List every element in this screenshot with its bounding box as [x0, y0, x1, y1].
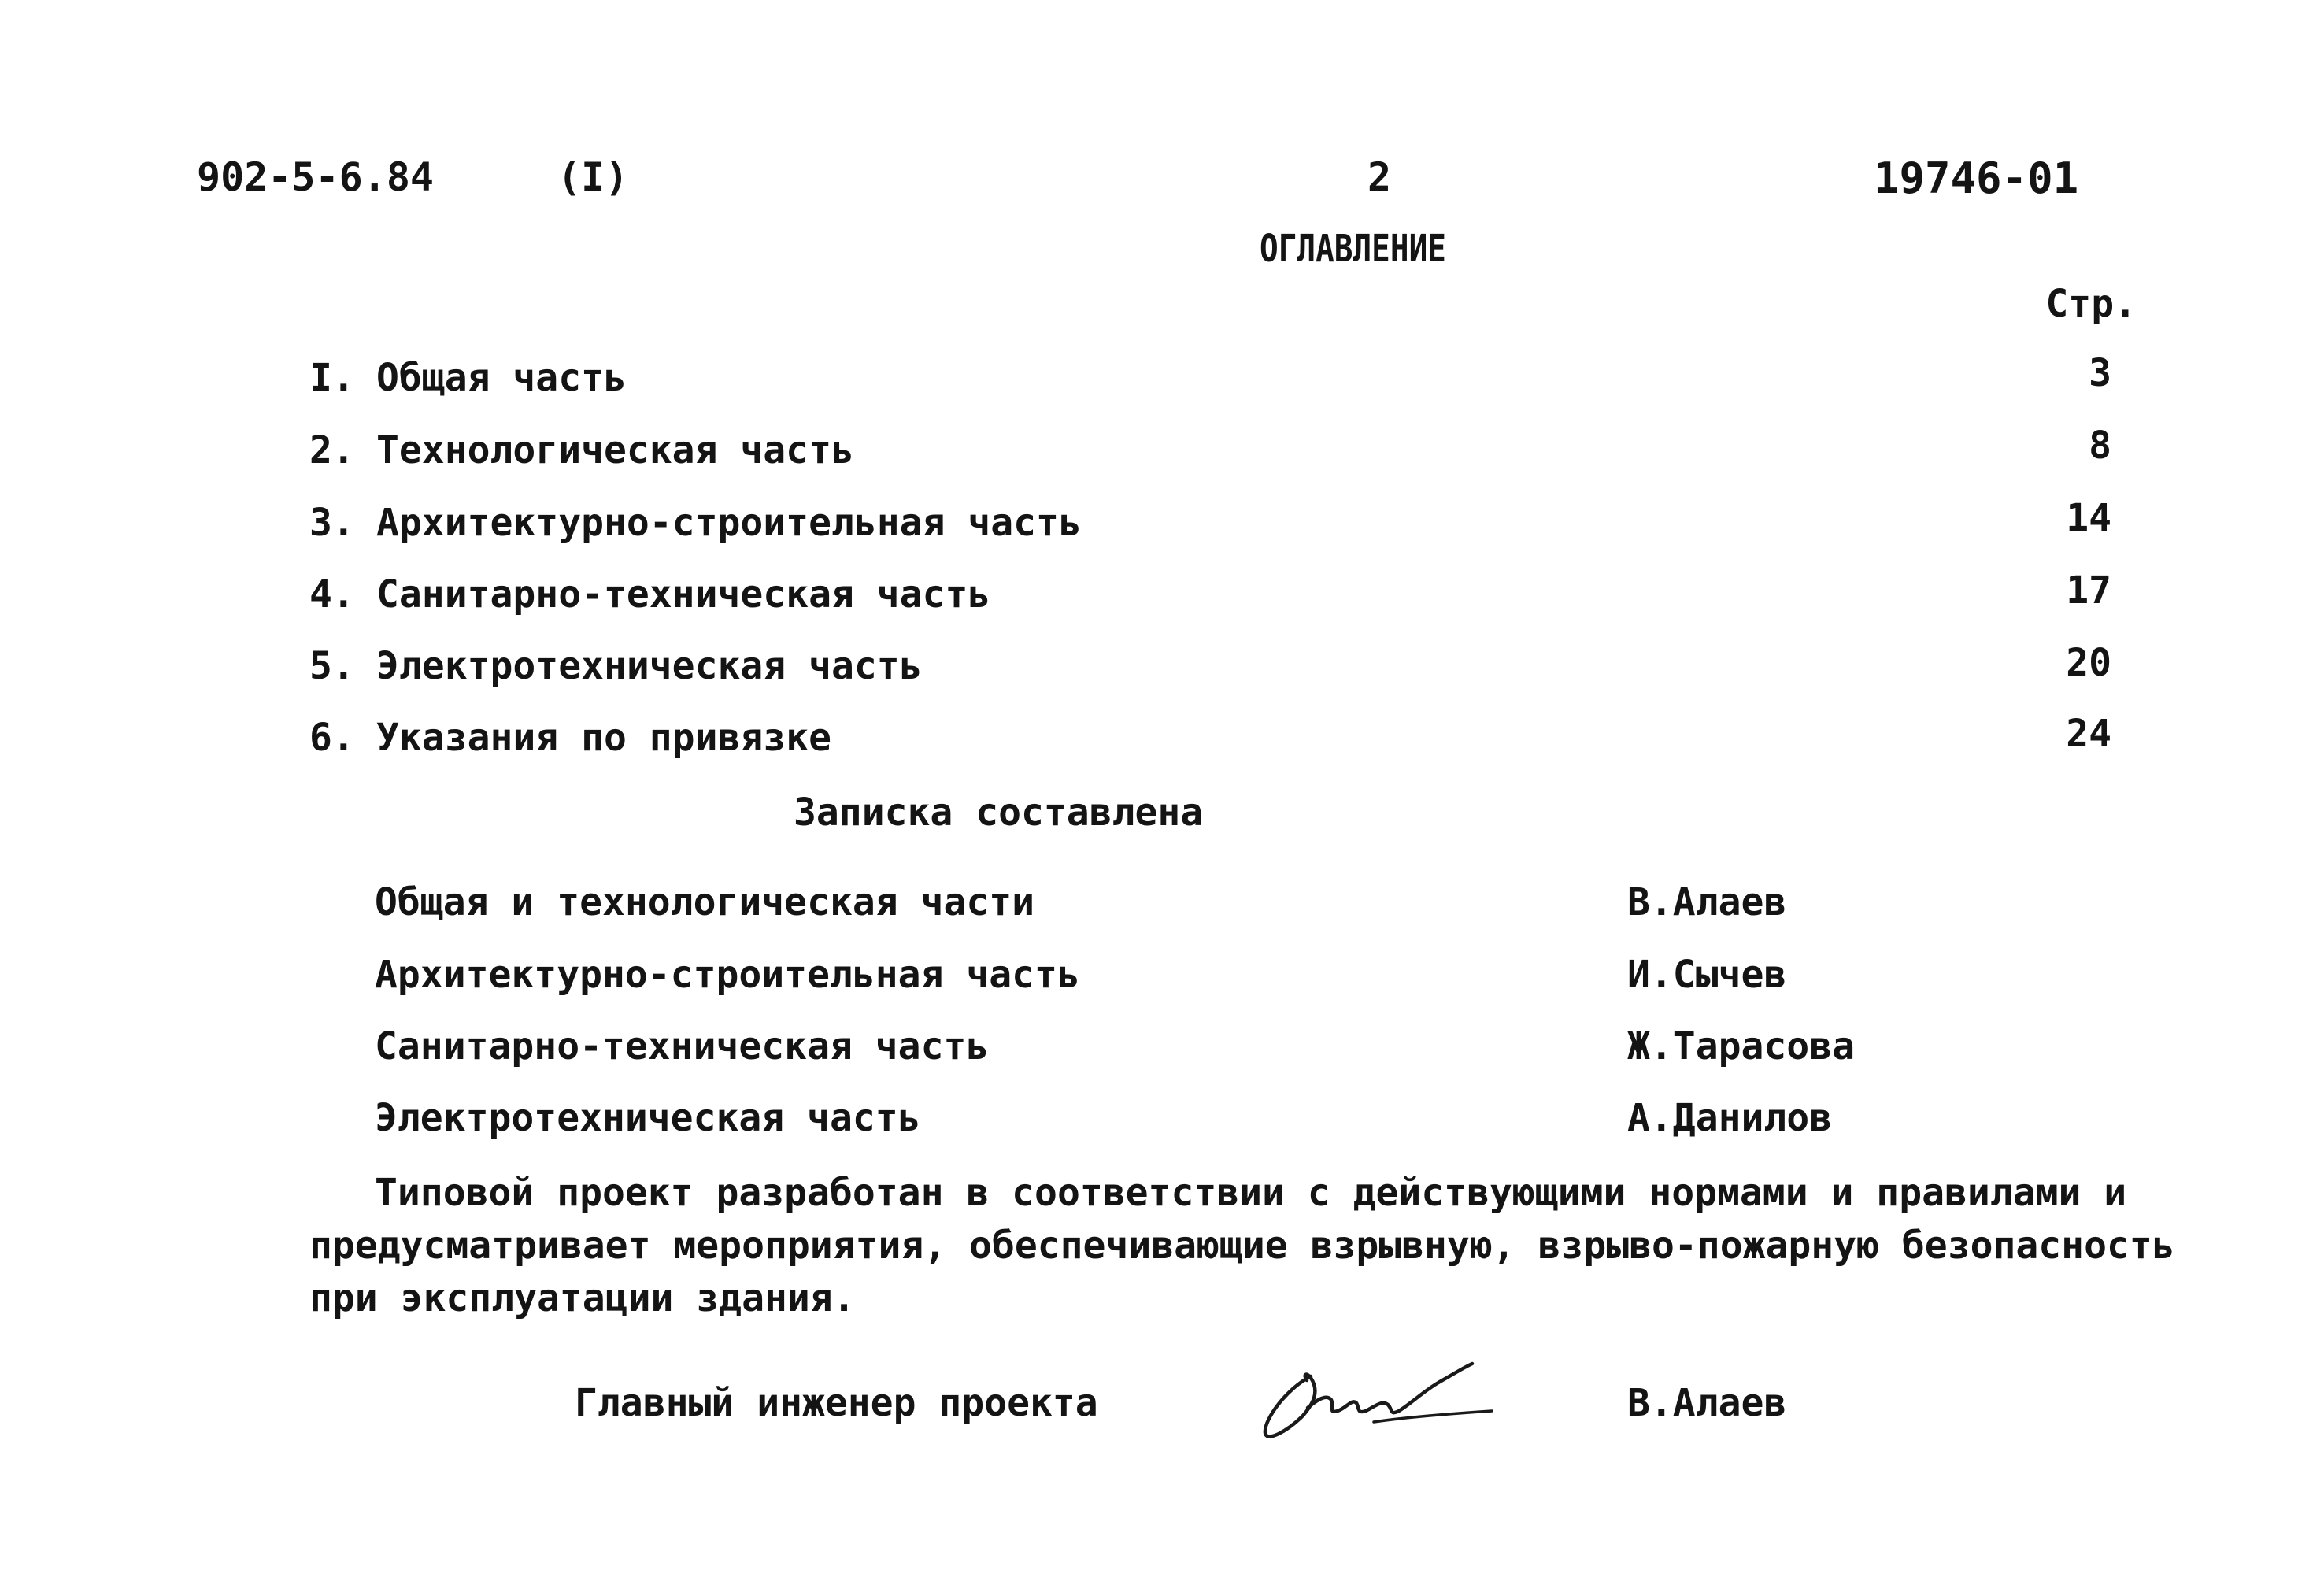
toc-item-number: 2. [309, 428, 355, 472]
note-line: предусматривает мероприятия, обеспечивающие взрывную, взрыво-пожарную безопасность [309, 1224, 2175, 1268]
author-name: Ж.Тарасова [1627, 1024, 1855, 1068]
page-number: 2 [1367, 154, 1392, 200]
toc-title: ОГЛАВЛЕНИЕ [1260, 227, 1446, 271]
signature-name: В.Алаев [1627, 1381, 1787, 1425]
toc-item-title: Электротехническая часть [376, 644, 923, 688]
signature-role: Главный инженер проекта [575, 1381, 1098, 1425]
toc-item-page: 3 [2089, 351, 2111, 395]
author-part: Электротехническая часть [375, 1096, 921, 1140]
toc-item-page: 24 [2066, 712, 2111, 756]
author-name: И.Сычев [1627, 953, 1787, 997]
toc-item-number: 4. [309, 572, 355, 616]
toc-item-title: Санитарно-техническая часть [376, 572, 991, 616]
toc-page-column-label: Стр. [2045, 282, 2137, 326]
toc-item-title: Указания по привязке [376, 716, 831, 760]
toc-item-number: 3. [309, 501, 355, 545]
toc-item-number: 6. [309, 716, 355, 760]
toc-item-title: Архитектурно-строительная часть [376, 501, 1082, 545]
document-code: 902-5-6.84 [197, 154, 435, 200]
toc-item-page: 14 [2066, 496, 2111, 540]
volume-label: (I) [557, 154, 629, 200]
toc-item-title: Общая часть [376, 356, 627, 400]
author-part: Санитарно-техническая часть [375, 1024, 990, 1068]
authors-heading: Записка составлена [794, 790, 1204, 835]
signature-image [1256, 1345, 1515, 1447]
author-name: В.Алаев [1627, 880, 1787, 924]
author-part: Архитектурно-строительная часть [375, 953, 1080, 997]
toc-item-page: 17 [2066, 568, 2111, 613]
note-line: при эксплуатации здания. [309, 1276, 856, 1320]
inventory-number: 19746-01 [1874, 154, 2079, 203]
note-line: Типовой проект разработан в соответствии с действующими нормами и правилами и [375, 1171, 2127, 1215]
toc-item-page: 8 [2089, 424, 2111, 468]
toc-item-number: 5. [309, 644, 355, 688]
toc-item-page: 20 [2066, 641, 2111, 685]
toc-item-number: I. [309, 356, 355, 400]
author-part: Общая и технологическая части [375, 880, 1035, 924]
toc-item-title: Технологическая часть [376, 428, 854, 472]
author-name: А.Данилов [1627, 1096, 1833, 1140]
